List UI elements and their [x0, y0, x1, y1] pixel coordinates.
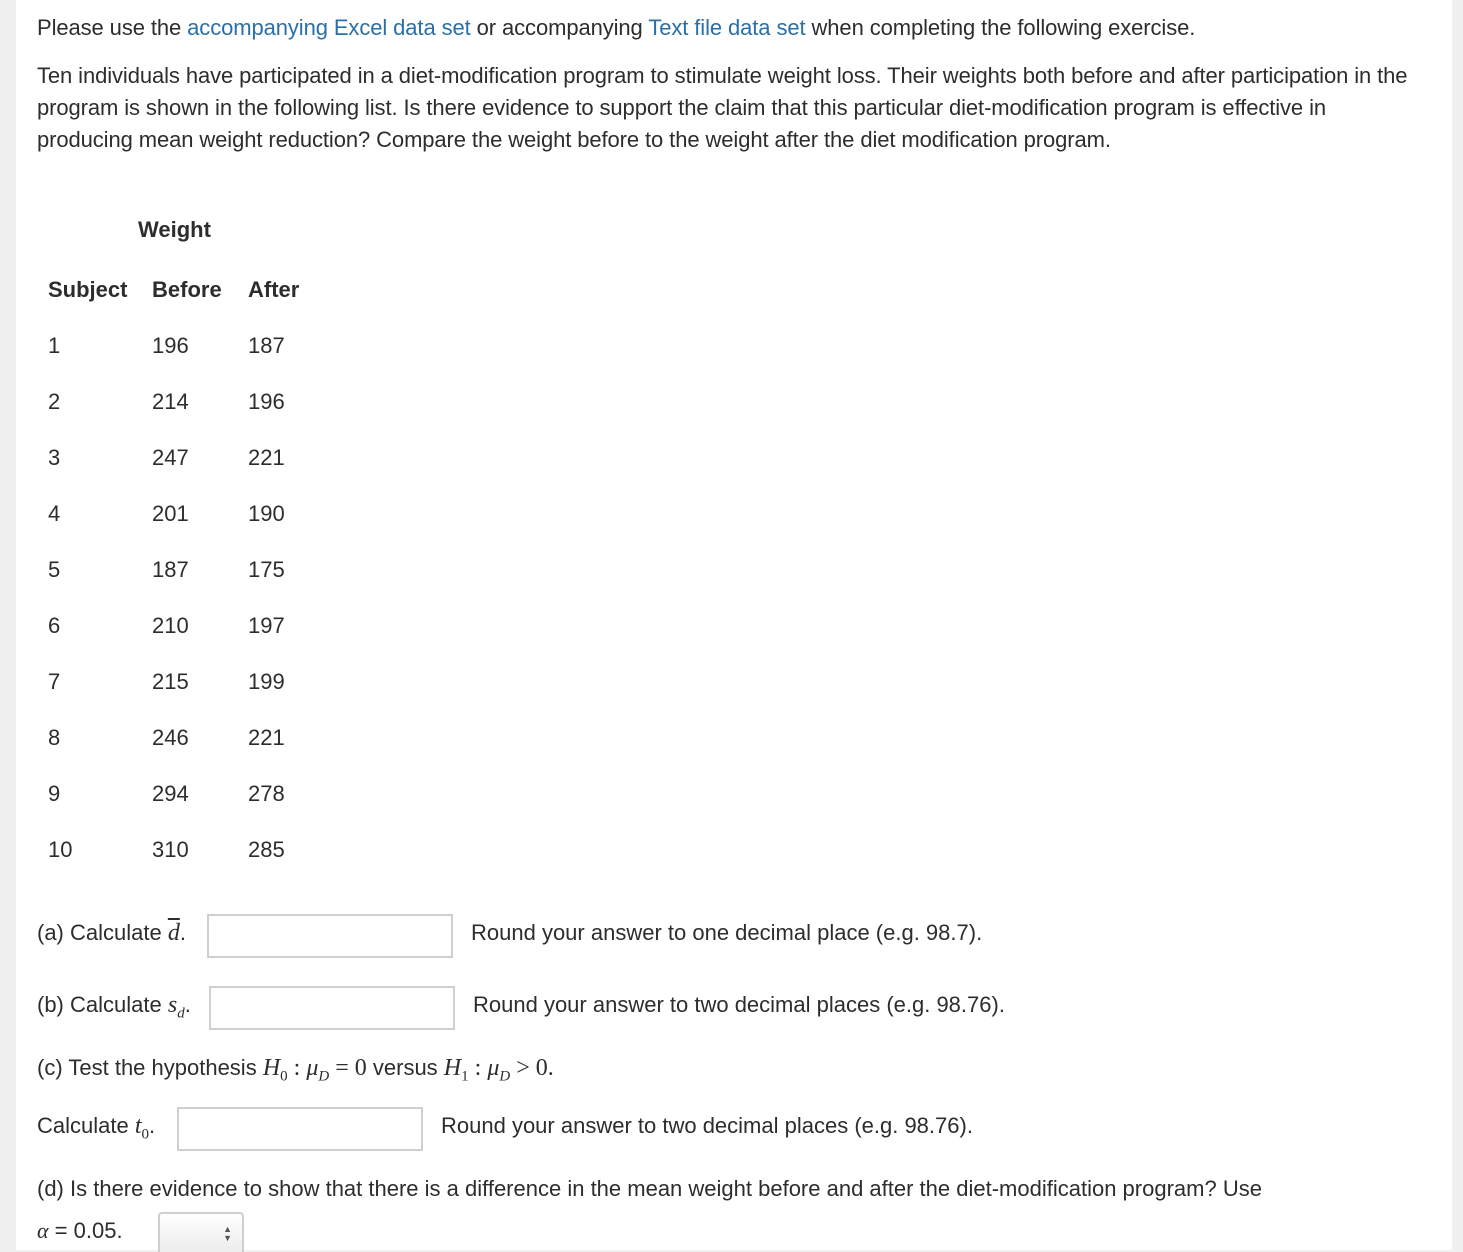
part-d-question: (d) Is there evidence to show that there is a difference in the mean weight before and after the diet-modification program? Use	[37, 1176, 1262, 1201]
d-bar-symbol: $\overline{d}$	[167, 920, 180, 946]
header-before: Before	[152, 277, 222, 302]
before-cell: 214	[152, 389, 189, 414]
t0-input[interactable]	[177, 1107, 423, 1151]
subject-cell: 5	[48, 557, 61, 582]
sd-input[interactable]	[209, 986, 455, 1030]
part-b-rounding-note: Round your answer to two decimal places (e.g. 98.76).	[473, 992, 1005, 1017]
table-row	[37, 822, 310, 878]
subject-cell: 4	[48, 501, 61, 526]
part-c-hypothesis: (c) Test the hypothesis $H_0$ : $\mu_D = 0$ versus $H_1$ : $\mu_D > 0$.	[37, 1055, 554, 1085]
table-row	[37, 598, 310, 654]
before-cell: 246	[152, 725, 189, 750]
after-cell: 175	[248, 557, 285, 582]
problem-statement: Ten individuals have participated in a diet-modification program to stimulate weight loss. Their weights both before and after participation in the program is shown in the following list. Is there evidence to support the claim that this particular diet-modification program is effective in producing mean weight reduction? Compare the weight before to the weight after the diet modification program.	[37, 63, 1408, 152]
subject-cell: 9	[48, 781, 61, 806]
d-bar-input[interactable]	[207, 914, 453, 958]
s-subscript: d	[177, 1005, 185, 1022]
excel-data-link[interactable]: accompanying Excel data set	[187, 15, 471, 40]
intro-middle: or accompanying	[470, 15, 649, 40]
subject-cell: 3	[48, 445, 61, 470]
intro-prefix: Please use the	[37, 15, 188, 40]
after-cell: 190	[248, 501, 285, 526]
table-row	[37, 654, 310, 710]
before-cell: 201	[152, 501, 189, 526]
alpha-symbol: α	[37, 1218, 49, 1243]
table-row	[37, 318, 310, 374]
after-cell: 187	[248, 333, 285, 358]
t-subscript: 0	[141, 1126, 150, 1143]
s-symbol: s	[167, 992, 178, 1018]
table-row	[37, 486, 310, 542]
evidence-select[interactable]	[158, 1212, 244, 1252]
header-after: After	[248, 277, 300, 302]
weight-table	[37, 262, 310, 878]
part-a-label: (a) Calculate $\overline{d}$.	[37, 920, 186, 946]
before-cell: 247	[152, 445, 189, 470]
table-header-row	[37, 262, 310, 318]
table-row	[37, 542, 310, 598]
intro-text	[37, 12, 1427, 44]
table-row	[37, 710, 310, 766]
after-cell: 197	[248, 613, 285, 638]
after-cell: 221	[248, 445, 285, 470]
header-subject: Subject	[48, 277, 128, 302]
after-cell: 285	[248, 837, 285, 862]
subject-cell: 8	[48, 725, 61, 750]
weight-group-header: Weight	[138, 217, 211, 242]
question-panel	[16, 0, 1452, 1250]
after-cell: 199	[248, 669, 285, 694]
part-b-label: (b) Calculate $s_d$.	[37, 992, 191, 1022]
after-cell: 196	[248, 389, 285, 414]
table-row	[37, 430, 310, 486]
before-cell: 310	[152, 837, 189, 862]
before-cell: 215	[152, 669, 189, 694]
part-a-rounding-note: Round your answer to one decimal place (e.g. 98.7).	[471, 920, 983, 945]
alpha-label: α = 0.05.	[37, 1218, 123, 1243]
intro-suffix: when completing the following exercise.	[805, 15, 1196, 40]
subject-cell: 6	[48, 613, 61, 638]
subject-cell: 7	[48, 669, 61, 694]
subject-cell: 10	[48, 837, 73, 862]
table-row	[37, 374, 310, 430]
t-symbol: t	[134, 1113, 142, 1139]
before-cell: 187	[152, 557, 189, 582]
text-file-data-link[interactable]: Text file data set	[648, 15, 806, 40]
part-c-rounding-note: Round your answer to two decimal places (e.g. 98.76).	[441, 1113, 973, 1138]
before-cell: 294	[152, 781, 189, 806]
part-c-calc-label: Calculate $t_0$.	[37, 1113, 156, 1143]
subject-cell: 2	[48, 389, 61, 414]
select-arrows-icon: ▲ ▼	[223, 1224, 232, 1243]
before-cell: 196	[152, 333, 189, 358]
table-row	[37, 766, 310, 822]
after-cell: 221	[248, 725, 285, 750]
before-cell: 210	[152, 613, 189, 638]
subject-cell: 1	[48, 333, 61, 358]
after-cell: 278	[248, 781, 285, 806]
